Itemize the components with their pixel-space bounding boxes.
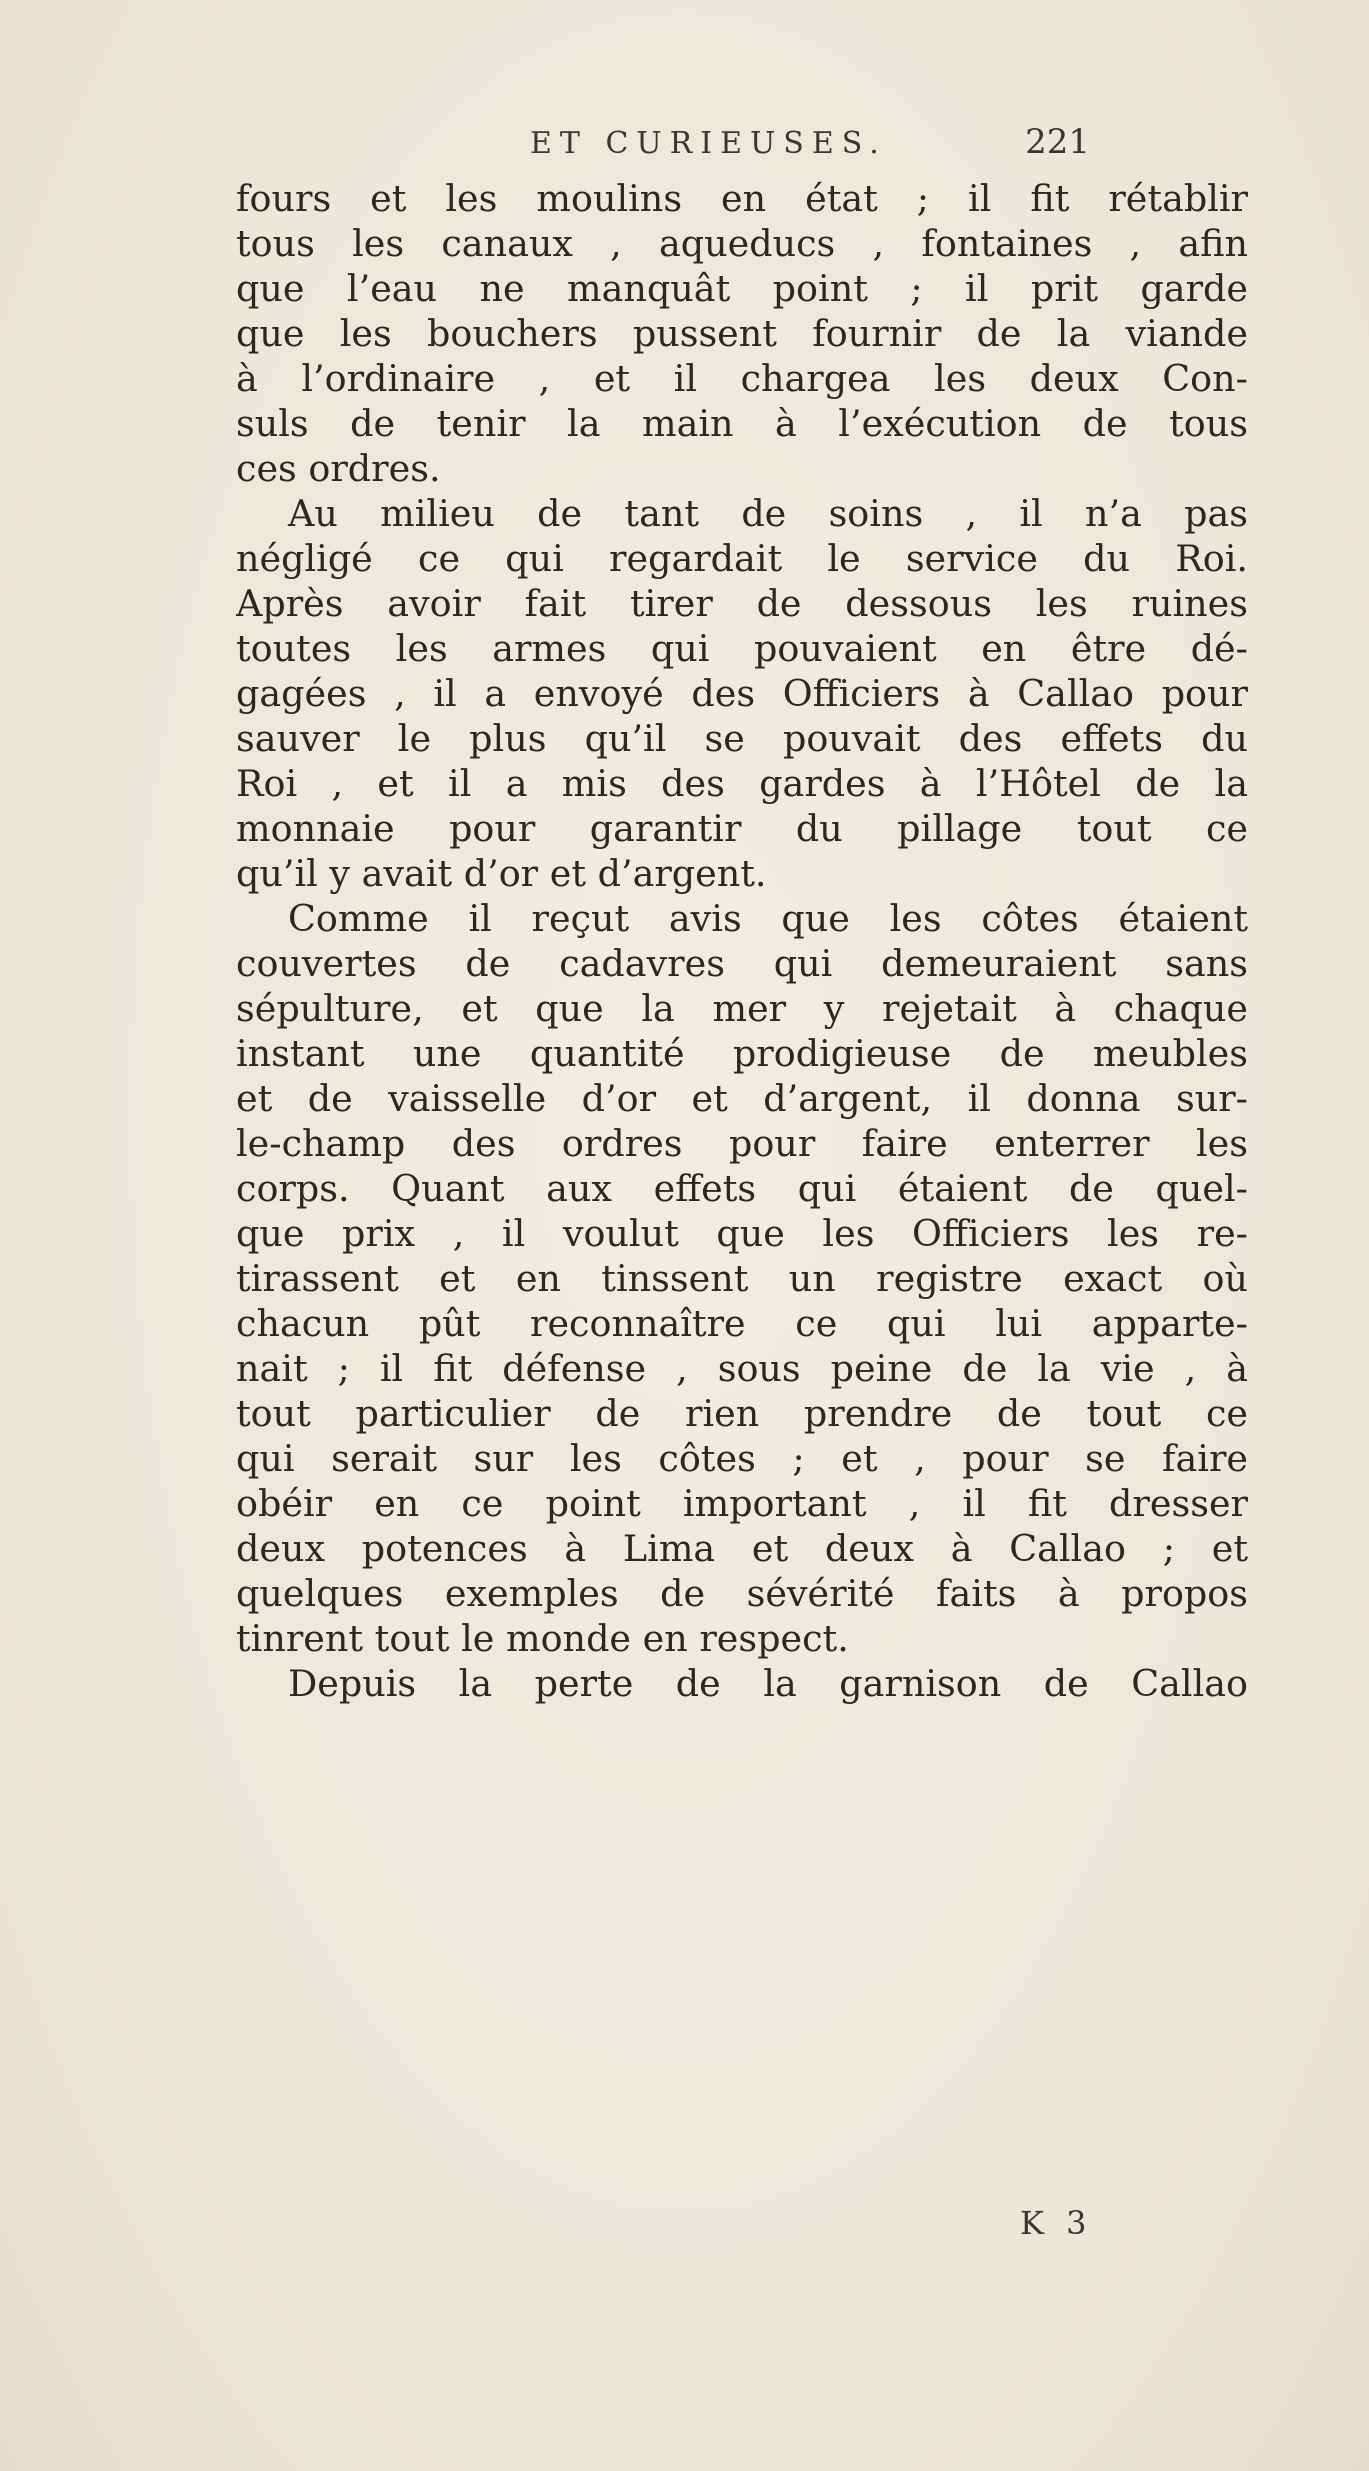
text-line: que l’eau ne manquât point ; il prit garde <box>236 267 1248 310</box>
text-line: que prix , il voulut que les Officiers les re- <box>236 1212 1248 1255</box>
text-line: toutes les armes qui pouvaient en être dé- <box>236 627 1248 670</box>
text-line: suls de tenir la main à l’exécution de tous <box>236 402 1248 445</box>
text-line: sépulture, et que la mer y rejetait à chaque <box>236 987 1248 1030</box>
text-line: Après avoir fait tirer de dessous les ruines <box>236 582 1248 625</box>
running-head: ET CURIEUSES. <box>530 126 887 161</box>
text-line: corps. Quant aux effets qui étaient de quel- <box>236 1167 1248 1210</box>
text-line: sauver le plus qu’il se pouvait des effets du <box>236 717 1248 760</box>
text-line: deux potences à Lima et deux à Callao ; et <box>236 1527 1248 1570</box>
text-line: fours et les moulins en état ; il fit rétablir <box>236 177 1248 220</box>
text-line: Depuis la perte de la garnison de Callao <box>288 1662 1248 1705</box>
text-line: Roi , et il a mis des gardes à l’Hôtel de la <box>236 762 1248 805</box>
text-line: tirassent et en tinssent un registre exact où <box>236 1257 1248 1300</box>
text-line: couvertes de cadavres qui demeuraient sans <box>236 942 1248 985</box>
text-line: nait ; il fit défense , sous peine de la vie , à <box>236 1347 1248 1390</box>
text-line: qui serait sur les côtes ; et , pour se faire <box>236 1437 1248 1480</box>
text-line: tous les canaux , aqueducs , fontaines , afin <box>236 222 1248 265</box>
text-line: négligé ce qui regardait le service du Roi. <box>236 537 1248 580</box>
text-line: ces ordres. <box>236 447 441 490</box>
text-line: le-champ des ordres pour faire enterrer les <box>236 1122 1248 1165</box>
text-line: instant une quantité prodigieuse de meubles <box>236 1032 1248 1075</box>
text-line: quelques exemples de sévérité faits à propos <box>236 1572 1248 1615</box>
text-line: que les bouchers pussent fournir de la viande <box>236 312 1248 355</box>
text-line: qu’il y avait d’or et d’argent. <box>236 852 767 895</box>
body-text <box>236 176 1248 1706</box>
text-line: et de vaisselle d’or et d’argent, il donna sur- <box>236 1077 1248 1120</box>
text-line: à l’ordinaire , et il chargea les deux Con- <box>236 357 1248 400</box>
text-line: chacun pût reconnaître ce qui lui apparte- <box>236 1302 1248 1345</box>
text-line: tinrent tout le monde en respect. <box>236 1617 849 1660</box>
page-number: 221 <box>1025 122 1090 162</box>
text-line: Au milieu de tant de soins , il n’a pas <box>288 492 1248 535</box>
text-line: obéir en ce point important , il fit dresser <box>236 1482 1248 1525</box>
signature-mark: K 3 <box>1020 2204 1093 2242</box>
page-header <box>530 122 1090 170</box>
text-line: gagées , il a envoyé des Officiers à Callao pour <box>236 672 1248 715</box>
text-line: tout particulier de rien prendre de tout ce <box>236 1392 1248 1435</box>
text-line: monnaie pour garantir du pillage tout ce <box>236 807 1248 850</box>
text-line: Comme il reçut avis que les côtes étaient <box>288 897 1248 940</box>
